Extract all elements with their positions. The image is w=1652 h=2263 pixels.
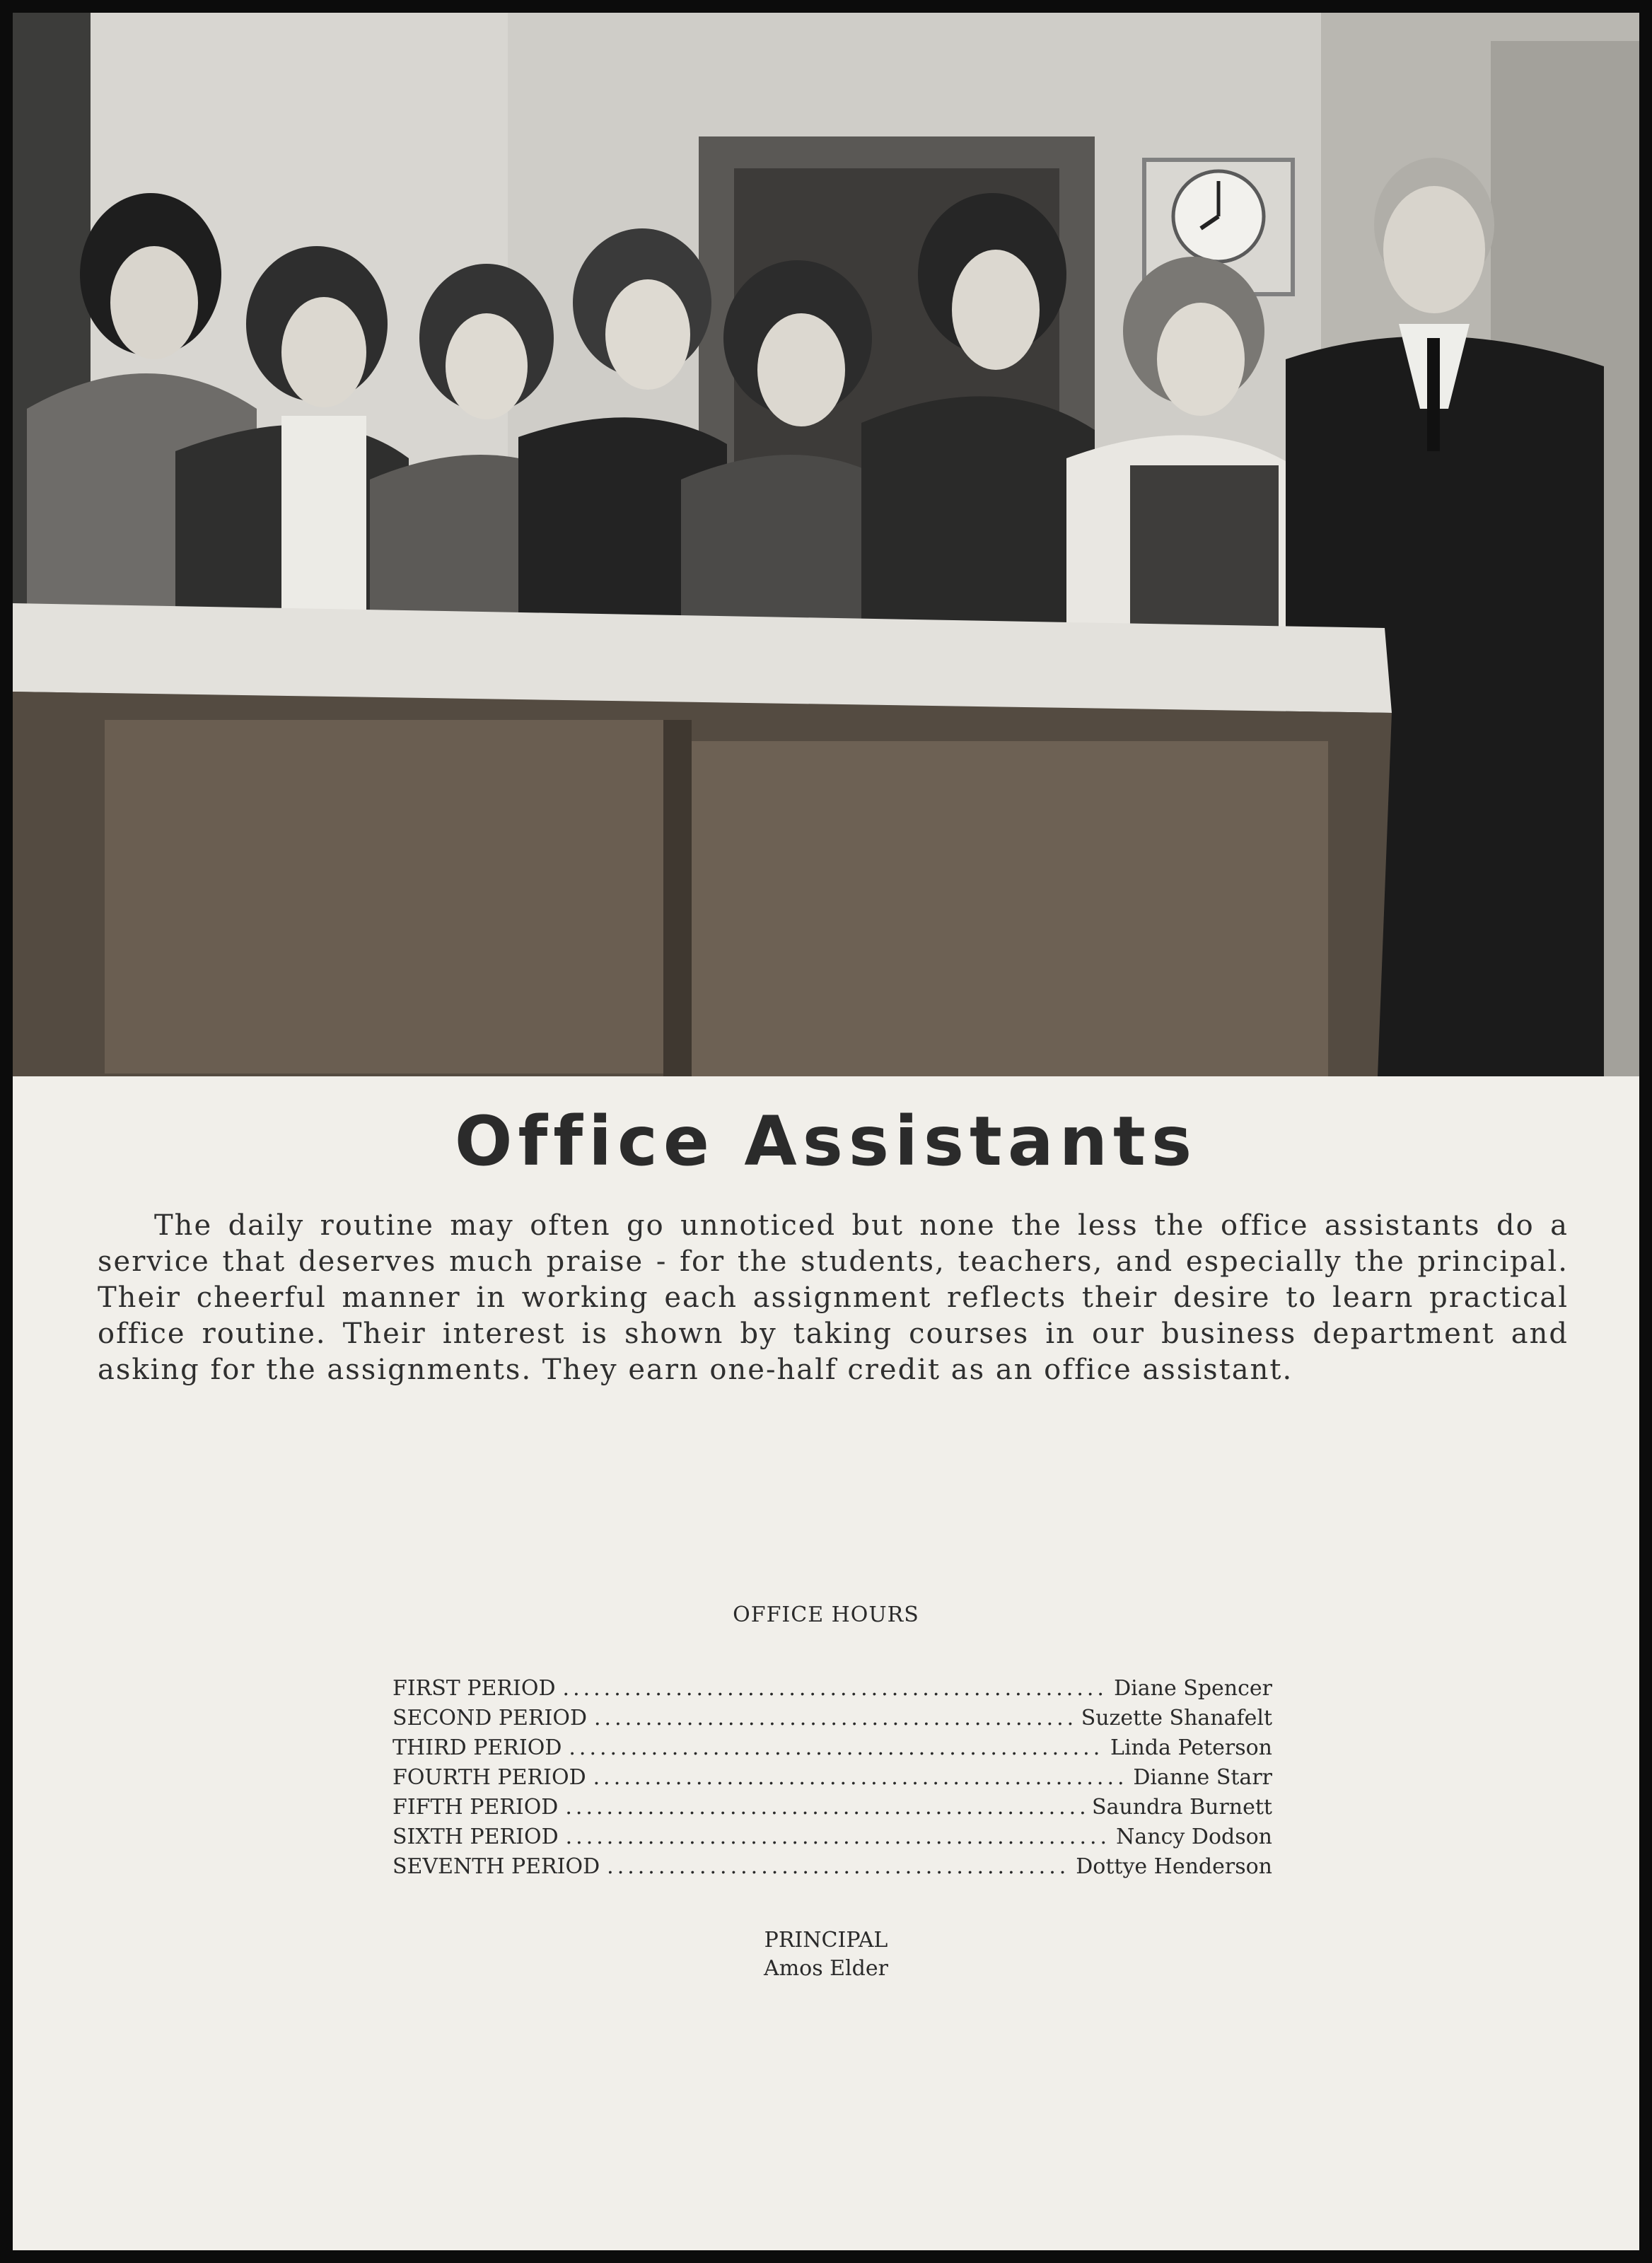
leader-dots [594,1706,1074,1730]
office-counter [13,603,1392,1076]
list-item [392,1676,1272,1706]
assistant-name: Suzette Shanafelt [1081,1706,1272,1730]
list-item [392,1825,1272,1854]
assistant-name: Nancy Dodson [1116,1825,1272,1849]
principal-credit [13,1926,1639,1983]
leader-dots [566,1825,1110,1849]
yearbook-page [13,13,1639,2250]
list-item [392,1706,1272,1735]
group-photo [13,13,1639,1076]
leader-dots [607,1854,1069,1879]
period-label: FIRST PERIOD [392,1676,556,1701]
list-item [392,1854,1272,1884]
period-label: SIXTH PERIOD [392,1825,559,1849]
assistant-name: Saundra Burnett [1092,1795,1272,1820]
assistant-name: Linda Peterson [1110,1735,1272,1760]
period-label: FOURTH PERIOD [392,1765,586,1790]
period-label: FIFTH PERIOD [392,1795,559,1820]
assistant-name: Dottye Henderson [1076,1854,1272,1879]
assistant-name: Diane Spencer [1114,1676,1272,1701]
page-title: Office Assistants [454,1102,1198,1181]
period-label: SEVENTH PERIOD [392,1854,600,1879]
assistant-name: Dianne Starr [1133,1765,1272,1790]
period-label: SECOND PERIOD [392,1706,588,1730]
list-item [392,1735,1272,1765]
group-photo-illustration [13,13,1639,1076]
body-paragraph: The daily routine may often go unnoticed but none the less the office assistants do a service that deserves much praise - for the students, teachers, and especially the principal. Their cheerful manner in working each assignment reflects their desire to learn practical office routine. Their interest is shown by taking courses in our business department and asking for the assignments. They earn one-half credit as an office assistant. [98,1209,1569,1386]
principal-label: PRINCIPAL [764,1928,888,1953]
office-hours-list [392,1676,1272,1884]
list-item [392,1795,1272,1825]
leader-dots [569,1735,1103,1760]
leader-dots [565,1795,1085,1820]
leader-dots [563,1676,1107,1701]
leader-dots [593,1765,1127,1790]
period-label: THIRD PERIOD [392,1735,562,1760]
office-hours-heading: OFFICE HOURS [733,1602,919,1627]
list-item [392,1765,1272,1795]
principal-name: Amos Elder [764,1956,888,1981]
